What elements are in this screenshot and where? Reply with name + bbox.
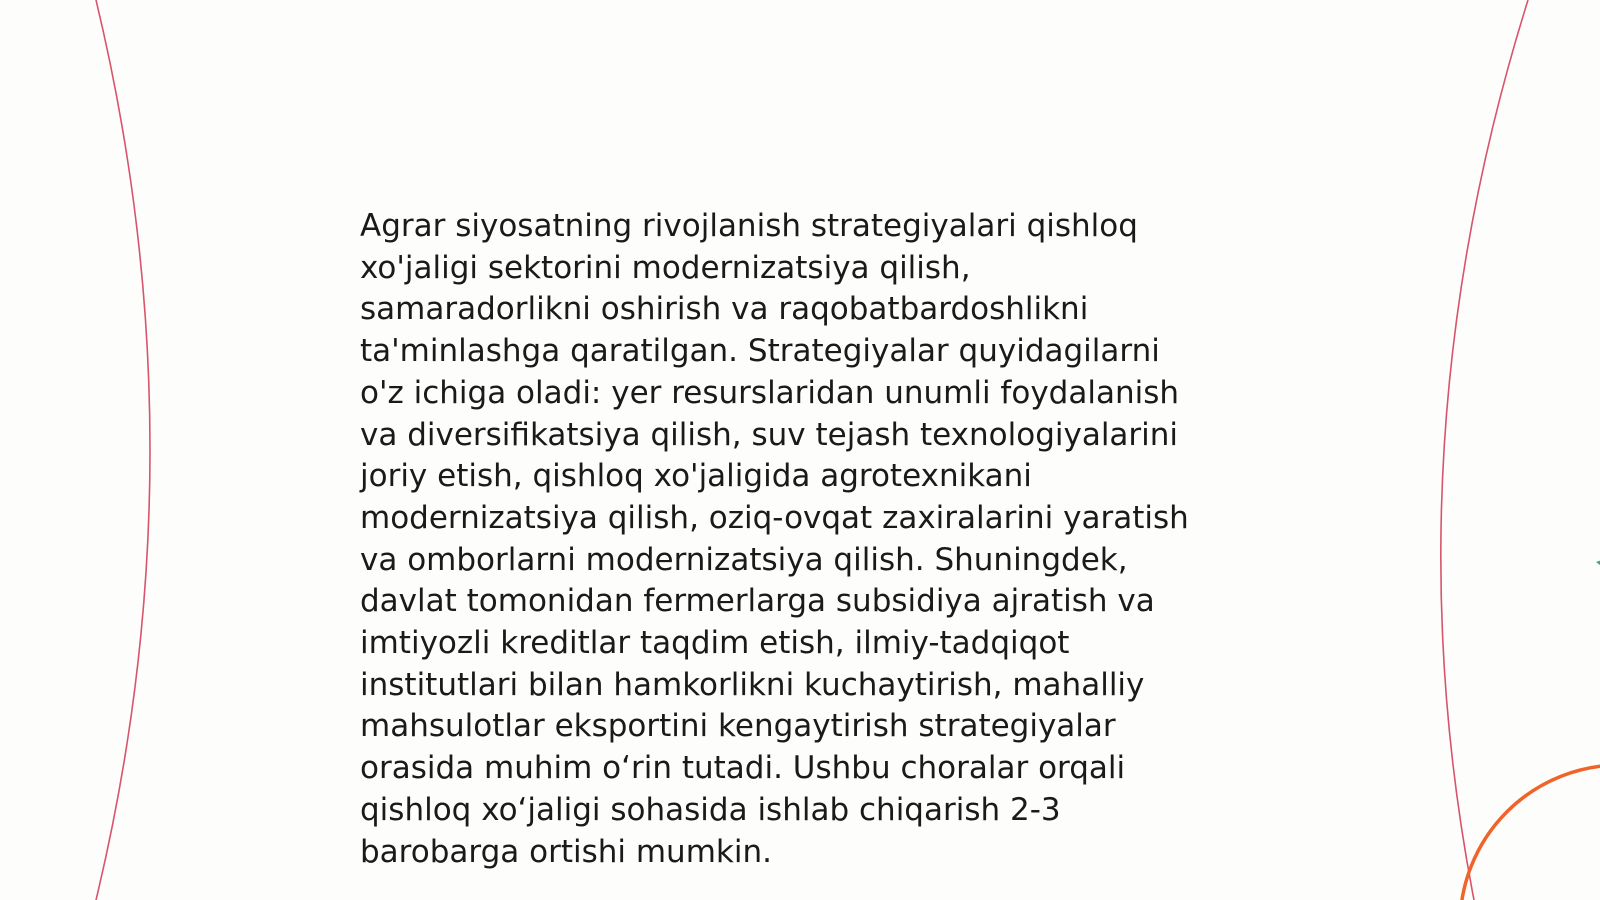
accent-dot xyxy=(1596,560,1600,565)
accent-circle-outline xyxy=(1460,765,1600,900)
right-curve-line xyxy=(1441,0,1528,900)
left-curve-line xyxy=(96,0,150,900)
slide-body-text: Agrar siyosatning rivojlanish strategiyalari qishloq xo'jaligi sektorini modernizatsiya qilish, samaradorlikni oshirish va raqobatbardoshlikni ta'minlashga qaratilgan. Strategiyalar quyidagilarni o'z ichiga oladi: yer resurslaridan unumli foydalanish va diversifikatsiya qilish, suv tejash texnologiyalarini joriy etish, qishloq xo'jaligida agrotexnikani modernizatsiya qilish, oziq-ovqat zaxiralarini yaratish va omborlarni modernizatsiya qilish. Shuningdek, davlat tomonidan fermerlarga subsidiya ajratish va imtiyozli kreditlar taqdim etish, ilmiy-tadqiqot institutlari bilan hamkorlikni kuchaytirish, mahalliy mahsulotlar eksportini kengaytirish strategiyalar orasida muhim o‘rin tutadi. Ushbu choralar orqali qishloq xo‘jaligi sohasida ishlab chiqarish 2-3 barobarga ortishi mumkin. xyxy=(360,208,1189,870)
